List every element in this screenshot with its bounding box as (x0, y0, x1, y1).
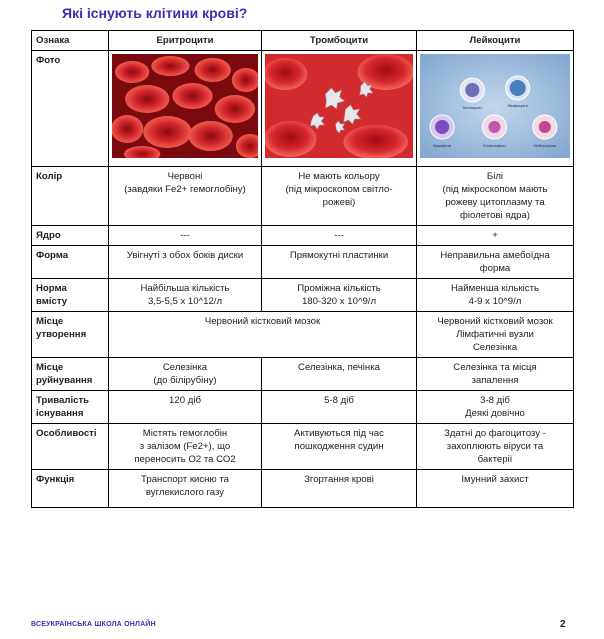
erythrocytes-norm: Найбільша кількість 3,5-5,5 х 10^12/л (109, 279, 262, 312)
page-title: Які існують клітини крові? (62, 5, 248, 21)
row-origin (32, 312, 574, 358)
header-leukocytes: Лейкоцити (417, 31, 574, 51)
row-photo (32, 51, 574, 167)
row-label-lifespan: Тривалість існування (32, 391, 109, 424)
leukocytes-norm: Найменша кількість 4-9 х 10^9/л (417, 279, 574, 312)
blood-cells-table (31, 30, 574, 508)
header-thrombocytes: Тромбоцити (262, 31, 417, 51)
thrombocytes-lifespan: 5-8 діб (262, 391, 417, 424)
school-footer: ВСЕУКРАЇНСЬКА ШКОЛА ОНЛАЙН (31, 621, 156, 628)
neutrophils-label: Нейтрофіли (533, 143, 557, 148)
erythrocytes-image (112, 54, 258, 158)
leukocytes-origin: Червоний кістковий мозок Лімфатичні вузли Селезінка (417, 312, 574, 358)
erythrocytes-shape: Увігнуті з обох боків диски (109, 246, 262, 279)
page-number: 2 (560, 619, 566, 630)
header-feature: Ознака (32, 31, 109, 51)
thrombocytes-function: Згортання крові (262, 470, 417, 508)
row-label-color: Колір (32, 167, 109, 226)
leukocytes-lifespan: 3-8 діб Деякі довічно (417, 391, 574, 424)
row-norm (32, 279, 574, 312)
basophils-label: Базофіли (433, 143, 451, 148)
row-label-origin: Місце утворення (32, 312, 109, 358)
thrombocytes-norm: Проміжна кількість 180-320 х 10^9/л (262, 279, 417, 312)
row-shape (32, 246, 574, 279)
erythrocytes-destruction: Селезінка (до білірубіну) (109, 358, 262, 391)
row-lifespan (32, 391, 574, 424)
leukocytes-features: Здатні до фагоцитозу - захоплюють віруси та бактерії (417, 424, 574, 470)
erythrocytes-lifespan: 120 діб (109, 391, 262, 424)
leukocytes-shape: Неправильна амебоїдна форма (417, 246, 574, 279)
leukocytes-function: Імунний захист (417, 470, 574, 508)
leukocytes-color: Білі (під мікроскопом мають рожеву цитоплазму та фіолетові ядра) (417, 167, 574, 226)
row-label-destruction: Місце руйнування (32, 358, 109, 391)
row-label-norm: Норма вмісту (32, 279, 109, 312)
row-label-photo: Фото (32, 51, 109, 167)
thrombocytes-nucleus: --- (262, 226, 417, 246)
eosinophils-label: Еозинофіли (483, 143, 506, 148)
leukocytes-nucleus: + (417, 226, 574, 246)
thrombocytes-destruction: Селезінка, печінка (262, 358, 417, 391)
table-header-row (32, 31, 574, 51)
header-erythrocytes: Еритроцити (109, 31, 262, 51)
erythro-thrombo-origin: Червоний кістковий мозок (109, 312, 417, 358)
lymphocytes-label: Лімфоцити (507, 103, 528, 108)
erythrocytes-nucleus: --- (109, 226, 262, 246)
row-label-features: Особливості (32, 424, 109, 470)
row-function (32, 470, 574, 508)
row-label-function: Функція (32, 470, 109, 508)
leukocytes-photo (417, 51, 574, 167)
row-label-nucleus: Ядро (32, 226, 109, 246)
erythrocytes-function: Транспорт кисню та вуглекислого газу (109, 470, 262, 508)
thrombocytes-color: Не мають кольору (під мікроскопом світло- рожеві) (262, 167, 417, 226)
monocytes-label: Моноцити (462, 105, 482, 110)
thrombocytes-image (265, 54, 413, 158)
row-label-shape: Форма (32, 246, 109, 279)
leukocytes-destruction: Селезінка та місця запалення (417, 358, 574, 391)
row-color (32, 167, 574, 226)
row-destruction (32, 358, 574, 391)
erythrocytes-features: Містять гемоглобін з залізом (Fe2+), що переносить О2 та СО2 (109, 424, 262, 470)
thrombocytes-shape: Прямокутні пластинки (262, 246, 417, 279)
row-nucleus (32, 226, 574, 246)
row-features (32, 424, 574, 470)
thrombocytes-features: Активуються під час пошкодження судин (262, 424, 417, 470)
leukocytes-image (420, 54, 570, 158)
thrombocytes-photo (262, 51, 417, 167)
erythrocytes-photo (109, 51, 262, 167)
erythrocytes-color: Червоні (завдяки Fe2+ гемоглобіну) (109, 167, 262, 226)
